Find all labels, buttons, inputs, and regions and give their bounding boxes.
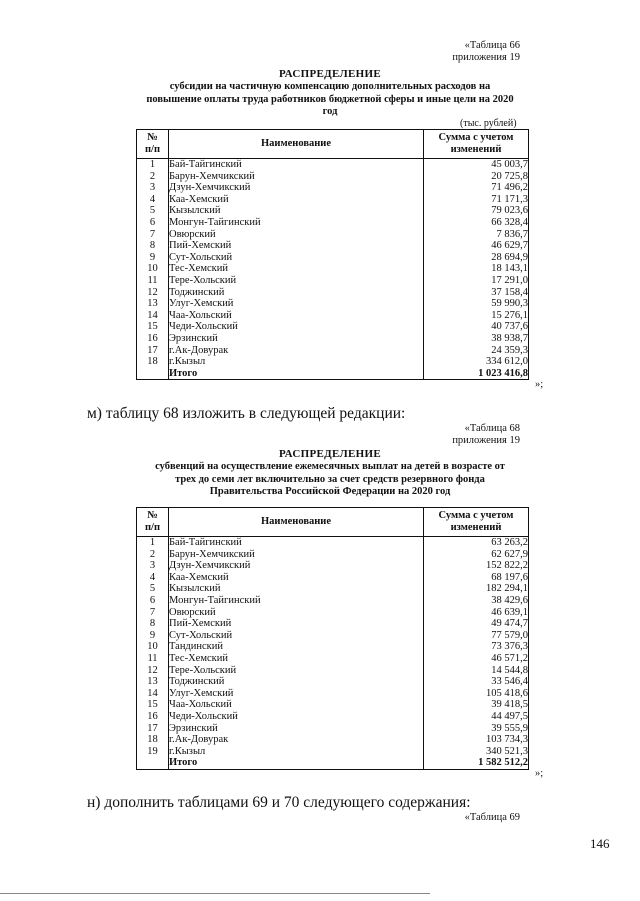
- row-sum: 49 474,7: [424, 618, 529, 630]
- row-sum: 20 725,8: [424, 171, 529, 183]
- table68-subtitle-line2: трех до семи лет включительно за счет средств резервного фонда: [175, 473, 485, 485]
- footer-divider: [0, 893, 430, 894]
- table-row: [137, 194, 529, 206]
- row-number: 3: [137, 560, 169, 572]
- row-number: 6: [137, 217, 169, 229]
- row-name: Барун-Хемчикский: [169, 549, 424, 561]
- row-name: Дзун-Хемчикский: [169, 182, 424, 194]
- row-name: Тоджинский: [169, 676, 424, 688]
- row-name: Эрзинский: [169, 333, 424, 345]
- table-row: [137, 171, 529, 183]
- row-number: 18: [137, 734, 169, 746]
- row-name: Чаа-Хольский: [169, 310, 424, 322]
- table66-subtitle: [100, 81, 560, 119]
- table68-col-name: Наименование: [169, 508, 424, 537]
- row-number: 12: [137, 665, 169, 677]
- row-name: Овюрский: [169, 229, 424, 241]
- row-sum: 7 836,7: [424, 229, 529, 241]
- table-row: [137, 275, 529, 287]
- row-name: г.Кызыл: [169, 746, 424, 758]
- row-number: 4: [137, 572, 169, 584]
- row-name: Тандинский: [169, 641, 424, 653]
- row-sum: 45 003,7: [424, 159, 529, 171]
- table66-col-sum: Сумма с учетом изменений: [424, 130, 529, 159]
- row-number: 16: [137, 333, 169, 345]
- row-name: Чеди-Хольский: [169, 321, 424, 333]
- row-sum: 71 496,2: [424, 182, 529, 194]
- table66-body: [137, 159, 529, 380]
- row-name: Пий-Хемский: [169, 618, 424, 630]
- table66-col-name: Наименование: [169, 130, 424, 159]
- table-row: [137, 333, 529, 345]
- table66-reference-line2: приложения 19: [452, 52, 520, 63]
- table66-title: РАСПРЕДЕЛЕНИЕ: [279, 68, 381, 80]
- row-sum: 37 158,4: [424, 287, 529, 299]
- row-name: Овюрский: [169, 607, 424, 619]
- row-number: 16: [137, 711, 169, 723]
- table-row: [137, 182, 529, 194]
- row-name: Каа-Хемский: [169, 194, 424, 206]
- table66-reference-line1: «Таблица 66: [464, 40, 520, 51]
- row-sum: 39 418,5: [424, 699, 529, 711]
- row-sum: 152 822,2: [424, 560, 529, 572]
- row-number: 12: [137, 287, 169, 299]
- row-sum: 182 294,1: [424, 583, 529, 595]
- row-number: 8: [137, 240, 169, 252]
- row-sum: 28 694,9: [424, 252, 529, 264]
- table-row: [137, 252, 529, 264]
- row-sum: 59 990,3: [424, 298, 529, 310]
- row-name: г.Кызыл: [169, 356, 424, 368]
- row-sum: 24 359,3: [424, 345, 529, 357]
- row-name: Тоджинский: [169, 287, 424, 299]
- table66-subtitle-line2: повышение оплаты труда работников бюджетной сферы и иные цели на 2020: [146, 93, 514, 105]
- row-sum: 340 521,3: [424, 746, 529, 758]
- row-sum: 38 429,6: [424, 595, 529, 607]
- table-row: [137, 310, 529, 322]
- table-row: [137, 653, 529, 665]
- row-name: Тере-Хольский: [169, 665, 424, 677]
- row-name: Бай-Тайгинский: [169, 537, 424, 549]
- total-label: Итого: [169, 757, 424, 769]
- table68-subtitle: [100, 461, 560, 499]
- row-number: 2: [137, 171, 169, 183]
- table68-reference-line2: приложения 19: [452, 435, 520, 446]
- row-name: Эрзинский: [169, 723, 424, 735]
- row-name: Бай-Тайгинский: [169, 159, 424, 171]
- page-number: 146: [590, 836, 610, 851]
- row-number: 5: [137, 583, 169, 595]
- row-sum: 46 639,1: [424, 607, 529, 619]
- row-name: г.Ак-Довурак: [169, 345, 424, 357]
- row-number: 13: [137, 676, 169, 688]
- row-sum: 15 276,1: [424, 310, 529, 322]
- table-row: [137, 746, 529, 758]
- row-sum: 77 579,0: [424, 630, 529, 642]
- table-row: [137, 618, 529, 630]
- table66-reference: [452, 40, 520, 64]
- row-name: Тес-Хемский: [169, 263, 424, 275]
- row-number: 11: [137, 275, 169, 287]
- row-name: Сут-Хольский: [169, 630, 424, 642]
- row-number: 10: [137, 263, 169, 275]
- table66: [136, 129, 529, 380]
- row-number: 11: [137, 653, 169, 665]
- table-row: [137, 734, 529, 746]
- table68-body: [137, 537, 529, 770]
- table68-closing-mark: »;: [535, 768, 544, 779]
- row-sum: 44 497,5: [424, 711, 529, 723]
- row-name: Пий-Хемский: [169, 240, 424, 252]
- table-row: [137, 205, 529, 217]
- row-number: 7: [137, 607, 169, 619]
- table-row: [137, 560, 529, 572]
- table-row: [137, 345, 529, 357]
- total-row: [137, 368, 529, 380]
- row-sum: 17 291,0: [424, 275, 529, 287]
- row-number: 1: [137, 537, 169, 549]
- row-sum: 62 627,9: [424, 549, 529, 561]
- row-number: 1: [137, 159, 169, 171]
- row-sum: 105 418,6: [424, 688, 529, 700]
- table66-subtitle-line1: субсидии на частичную компенсацию дополнительных расходов на: [169, 81, 491, 92]
- row-name: Тес-Хемский: [169, 653, 424, 665]
- row-name: Улуг-Хемский: [169, 298, 424, 310]
- total-num-cell: [137, 757, 169, 769]
- table-row: [137, 217, 529, 229]
- row-name: Монгун-Тайгинский: [169, 217, 424, 229]
- table-row: [137, 723, 529, 735]
- table-row: [137, 607, 529, 619]
- row-sum: 39 555,9: [424, 723, 529, 735]
- row-name: Сут-Хольский: [169, 252, 424, 264]
- row-number: 8: [137, 618, 169, 630]
- row-number: 9: [137, 630, 169, 642]
- row-sum: 71 171,3: [424, 194, 529, 206]
- table68-col-num: № п/п: [137, 508, 169, 537]
- table-row: [137, 630, 529, 642]
- row-number: 17: [137, 345, 169, 357]
- table-row: [137, 356, 529, 368]
- row-name: Кызылский: [169, 205, 424, 217]
- total-row: [137, 757, 529, 769]
- table66-subtitle-line3: год: [322, 106, 338, 117]
- row-sum: 79 023,6: [424, 205, 529, 217]
- row-number: 9: [137, 252, 169, 264]
- total-sum: 1 582 512,2: [424, 757, 529, 769]
- row-number: 2: [137, 549, 169, 561]
- table-row: [137, 159, 529, 171]
- table66-header-row: [137, 130, 529, 159]
- row-number: 4: [137, 194, 169, 206]
- table-row: [137, 595, 529, 607]
- row-number: 6: [137, 595, 169, 607]
- table-row: [137, 229, 529, 241]
- table68-col-sum: Сумма с учетом изменений: [424, 508, 529, 537]
- row-sum: 40 737,6: [424, 321, 529, 333]
- table-row: [137, 665, 529, 677]
- table-row: [137, 537, 529, 549]
- row-name: Дзун-Хемчикский: [169, 560, 424, 572]
- row-number: 15: [137, 699, 169, 711]
- table-row: [137, 263, 529, 275]
- table68-subtitle-line1: субвенций на осуществление ежемесячных выплат на детей в возрасте от: [155, 461, 505, 472]
- row-sum: 14 544,8: [424, 665, 529, 677]
- table68: [136, 507, 529, 770]
- row-number: 18: [137, 356, 169, 368]
- table-row: [137, 676, 529, 688]
- row-sum: 46 571,2: [424, 653, 529, 665]
- row-sum: 38 938,7: [424, 333, 529, 345]
- table-row: [137, 583, 529, 595]
- row-number: 7: [137, 229, 169, 241]
- table-row: [137, 699, 529, 711]
- row-number: 19: [137, 746, 169, 758]
- row-name: Каа-Хемский: [169, 572, 424, 584]
- table-row: [137, 711, 529, 723]
- row-sum: 46 629,7: [424, 240, 529, 252]
- row-sum: 18 143,1: [424, 263, 529, 275]
- table-row: [137, 240, 529, 252]
- row-sum: 103 734,3: [424, 734, 529, 746]
- table-row: [137, 572, 529, 584]
- table-row: [137, 298, 529, 310]
- row-number: 15: [137, 321, 169, 333]
- table-row: [137, 321, 529, 333]
- table-row: [137, 287, 529, 299]
- row-number: 14: [137, 688, 169, 700]
- table69-reference: «Таблица 69: [464, 812, 520, 823]
- row-sum: 63 263,2: [424, 537, 529, 549]
- row-sum: 68 197,6: [424, 572, 529, 584]
- table68-reference-line1: «Таблица 68: [464, 423, 520, 434]
- table68-reference: [452, 423, 520, 447]
- table66-col-num: № п/п: [137, 130, 169, 159]
- table68-title: РАСПРЕДЕЛЕНИЕ: [279, 448, 381, 460]
- row-name: Монгун-Тайгинский: [169, 595, 424, 607]
- table-row: [137, 641, 529, 653]
- table68-header-row: [137, 508, 529, 537]
- row-name: Тере-Хольский: [169, 275, 424, 287]
- row-name: г.Ак-Довурак: [169, 734, 424, 746]
- row-sum: 33 546,4: [424, 676, 529, 688]
- total-label: Итого: [169, 368, 424, 380]
- total-sum: 1 023 416,8: [424, 368, 529, 380]
- paragraph-n: н) дополнить таблицами 69 и 70 следующего содержания:: [87, 794, 471, 811]
- table66-units: (тыс. рублей): [460, 118, 517, 129]
- row-sum: 73 376,3: [424, 641, 529, 653]
- row-sum: 66 328,4: [424, 217, 529, 229]
- row-name: Улуг-Хемский: [169, 688, 424, 700]
- row-number: 10: [137, 641, 169, 653]
- row-number: 5: [137, 205, 169, 217]
- row-name: Чаа-Хольский: [169, 699, 424, 711]
- total-num-cell: [137, 368, 169, 380]
- table-row: [137, 549, 529, 561]
- table-row: [137, 688, 529, 700]
- table66-closing-mark: »;: [535, 379, 544, 390]
- row-number: 14: [137, 310, 169, 322]
- row-name: Кызылский: [169, 583, 424, 595]
- row-name: Барун-Хемчикский: [169, 171, 424, 183]
- paragraph-m: м) таблицу 68 изложить в следующей редакции:: [87, 405, 406, 422]
- row-name: Чеди-Хольский: [169, 711, 424, 723]
- row-number: 17: [137, 723, 169, 735]
- table68-subtitle-line3: Правительства Российской Федерации на 2020 год: [209, 486, 451, 497]
- row-number: 13: [137, 298, 169, 310]
- row-sum: 334 612,0: [424, 356, 529, 368]
- row-number: 3: [137, 182, 169, 194]
